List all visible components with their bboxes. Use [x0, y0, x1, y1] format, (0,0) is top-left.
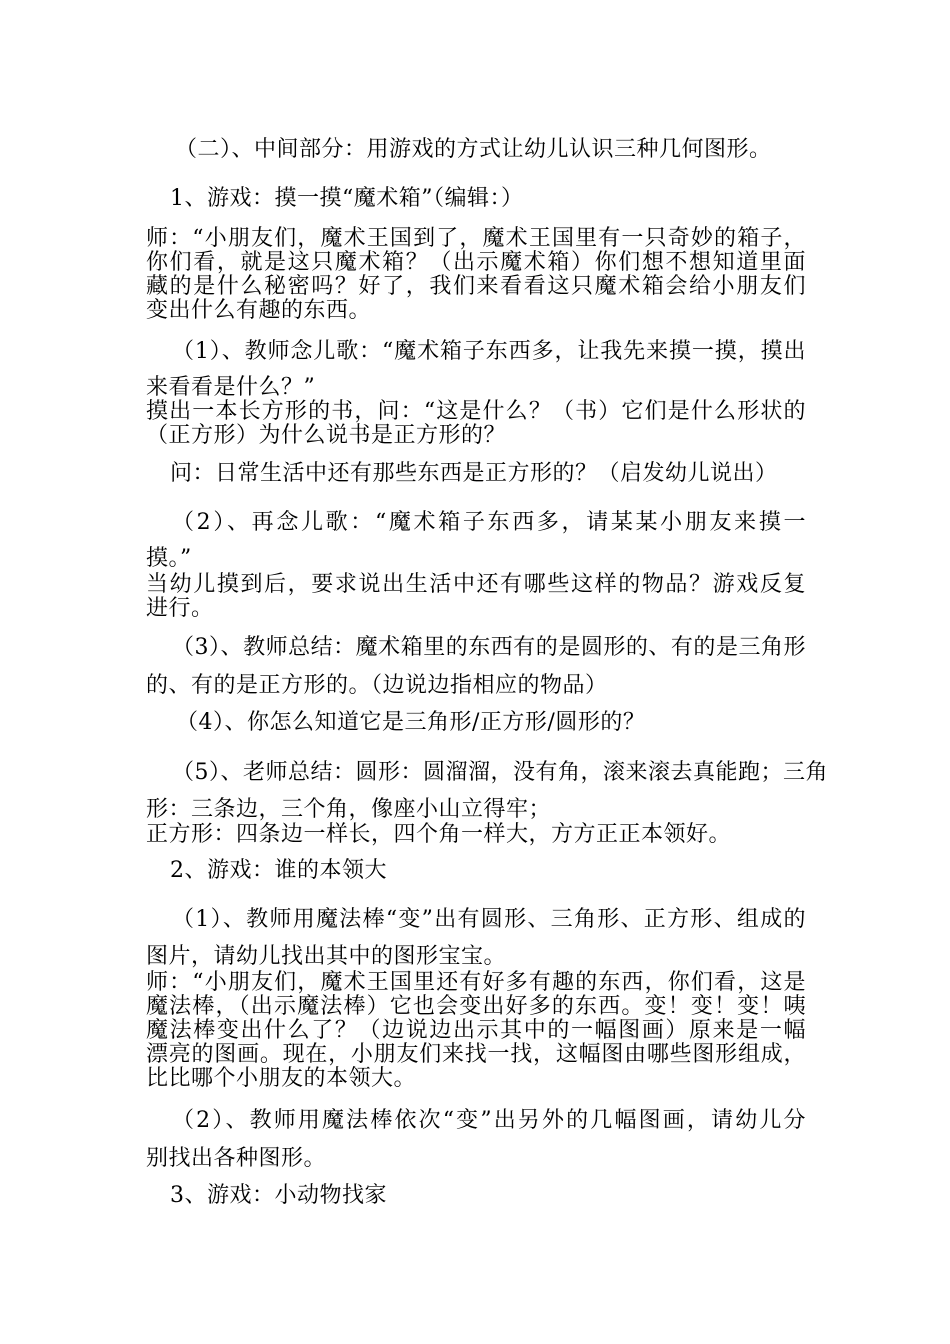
paragraph-line: 漂亮的图画。现在，小朋友们来找一找，这幅图由哪些图形组成， [146, 1042, 806, 1067]
paragraph-line: 魔法棒变出什么了？（边说边出示其中的一幅图画）原来是一幅 [146, 1018, 806, 1043]
paragraph-line: 比比哪个小朋友的本领大。 [146, 1066, 417, 1091]
paragraph-line: （正方形）为什么说书是正方形的？ [146, 423, 507, 448]
paragraph-line: 魔法棒，（出示魔法棒）它也会变出好多的东西。变！变！变！咦 [146, 994, 806, 1019]
paragraph-line: 问：日常生活中还有那些东西是正方形的？（启发幼儿说出） [170, 461, 778, 486]
paragraph-line: 来看看是什么？” [146, 375, 316, 400]
paragraph-line: 师：“小朋友们，魔术王国里还有好多有趣的东西，你们看，这是 [146, 970, 806, 995]
paragraph-line: （5）、老师总结：圆形：圆溜溜，没有角，滚来滚去真能跑；三角 [172, 760, 828, 785]
paragraph-line: 师：“小朋友们，魔术王国到了，魔术王国里有一只奇妙的箱子， [146, 226, 806, 251]
game-3-title: 3、游戏：小动物找家 [170, 1183, 387, 1208]
paragraph-line: （2）、教师用魔法棒依次“变”出另外的几幅图画，请幼儿分 [172, 1108, 806, 1133]
paragraph-line: 变出什么有趣的东西。 [146, 298, 372, 323]
paragraph-line: 摸。” [146, 546, 192, 571]
paragraph-line: （2）、再念儿歌：“魔术箱子东西多，请某某小朋友来摸一 [172, 510, 806, 535]
paragraph-line: 正方形：四条边一样长，四个角一样大，方方正正本领好。 [146, 822, 732, 847]
paragraph-line: 摸出一本长方形的书，问：“这是什么？（书）它们是什么形状的 [146, 399, 806, 424]
paragraph-line: 藏的是什么秘密吗？好了，我们来看看这只魔术箱会给小朋友们 [146, 274, 806, 299]
paragraph-line: （3）、教师总结：魔术箱里的东西有的是圆形的、有的是三角形 [172, 635, 806, 660]
paragraph-line: 形：三条边，三个角，像座小山立得牢； [146, 797, 552, 822]
paragraph-line: 的、有的是正方形的。（边说边指相应的物品） [146, 673, 608, 698]
paragraph-line: 别找出各种图形。 [146, 1146, 327, 1171]
game-1-title: 1、游戏：摸一摸“魔术箱”（编辑：） [170, 186, 524, 211]
paragraph-line: 当幼儿摸到后，要求说出生活中还有哪些这样的物品？游戏反复 [146, 572, 806, 597]
game-2-title: 2、游戏：谁的本领大 [170, 858, 387, 883]
paragraph-line: （4）、你怎么知道它是三角形/正方形/圆形的？ [176, 710, 646, 735]
paragraph-line: 进行。 [146, 596, 214, 621]
paragraph-line: （1）、教师用魔法棒“变”出有圆形、三角形、正方形、组成的 [172, 907, 806, 932]
paragraph-line: （1）、教师念儿歌：“魔术箱子东西多，让我先来摸一摸，摸出 [172, 339, 806, 364]
section-heading: （二）、中间部分：用游戏的方式让幼儿认识三种几何图形。 [175, 137, 772, 162]
paragraph-line: 你们看，就是这只魔术箱？（出示魔术箱）你们想不想知道里面 [146, 250, 806, 275]
paragraph-line: 图片，请幼儿找出其中的图形宝宝。 [146, 944, 507, 969]
